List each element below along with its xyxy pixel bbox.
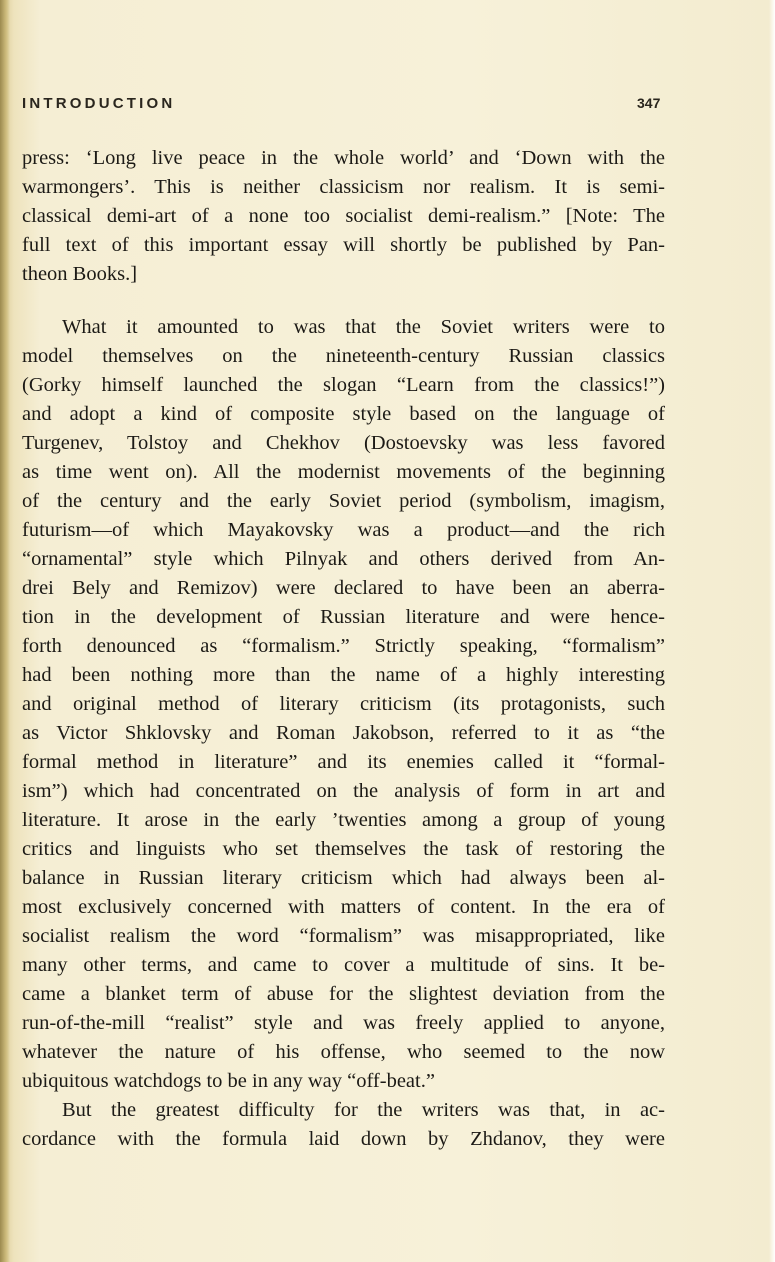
paragraph-first-line: What it amounted to was that the Soviet writers were to xyxy=(62,316,665,338)
text-line: formal method in literature” and its enemies called it “formal- xyxy=(22,751,665,773)
text-line: and adopt a kind of composite style based on the language of xyxy=(22,403,665,425)
text-line: many other terms, and came to cover a multitude of sins. It be- xyxy=(22,954,665,976)
text-line: literature. It arose in the early ’twenties among a group of young xyxy=(22,809,665,831)
page-edge xyxy=(769,0,775,1262)
text-line: classical demi-art of a none too socialist demi-realism.” [Note: The xyxy=(22,205,665,227)
text-line: futurism—of which Mayakovsky was a product—and the rich xyxy=(22,519,665,541)
text-line: run-of-the-mill “realist” style and was freely applied to anyone, xyxy=(22,1012,665,1034)
text-line: full text of this important essay will shortly be published by Pan- xyxy=(22,234,665,256)
text-line: and original method of literary criticism (its protagonists, such xyxy=(22,693,665,715)
text-line: drei Bely and Remizov) were declared to have been an aberra- xyxy=(22,577,665,599)
text-line: socialist realism the word “formalism” was misappropriated, like xyxy=(22,925,665,947)
text-line: (Gorky himself launched the slogan “Learn from the classics!”) xyxy=(22,374,665,396)
text-line: press: ‘Long live peace in the whole world’ and ‘Down with the xyxy=(22,147,665,169)
text-line: critics and linguists who set themselves the task of restoring the xyxy=(22,838,665,860)
text-line: most exclusively concerned with matters of content. In the era of xyxy=(22,896,665,918)
text-line: balance in Russian literary criticism which had always been al- xyxy=(22,867,665,889)
text-line: of the century and the early Soviet period (symbolism, imagism, xyxy=(22,490,665,512)
text-line: theon Books.] xyxy=(22,263,138,285)
binding-shadow xyxy=(0,0,10,1262)
text-line: forth denounced as “formalism.” Strictly speaking, “formalism” xyxy=(22,635,665,657)
text-line: as Victor Shklovsky and Roman Jakobson, referred to it as “the xyxy=(22,722,665,744)
text-line: as time went on). All the modernist movements of the beginning xyxy=(22,461,665,483)
paragraph-first-line: But the greatest difficulty for the writers was that, in ac- xyxy=(62,1099,665,1121)
text-line: warmongers’. This is neither classicism nor realism. It is semi- xyxy=(22,176,665,198)
text-line: ubiquitous watchdogs to be in any way “off-beat.” xyxy=(22,1070,435,1092)
text-line: “ornamental” style which Pilnyak and others derived from An- xyxy=(22,548,665,570)
text-line: came a blanket term of abuse for the slightest deviation from the xyxy=(22,983,665,1005)
running-head-title: INTRODUCTION xyxy=(22,95,176,112)
text-line: Turgenev, Tolstoy and Chekhov (Dostoevsky was less favored xyxy=(22,432,665,454)
text-line: tion in the development of Russian literature and were hence- xyxy=(22,606,665,628)
text-line: ism”) which had concentrated on the analysis of form in art and xyxy=(22,780,665,802)
text-line: cordance with the formula laid down by Zhdanov, they were xyxy=(22,1128,665,1150)
text-line: had been nothing more than the name of a highly interesting xyxy=(22,664,665,686)
page-number: 347 xyxy=(637,95,661,111)
text-line: whatever the nature of his offense, who seemed to the now xyxy=(22,1041,665,1063)
text-line: model themselves on the nineteenth-century Russian classics xyxy=(22,345,665,367)
